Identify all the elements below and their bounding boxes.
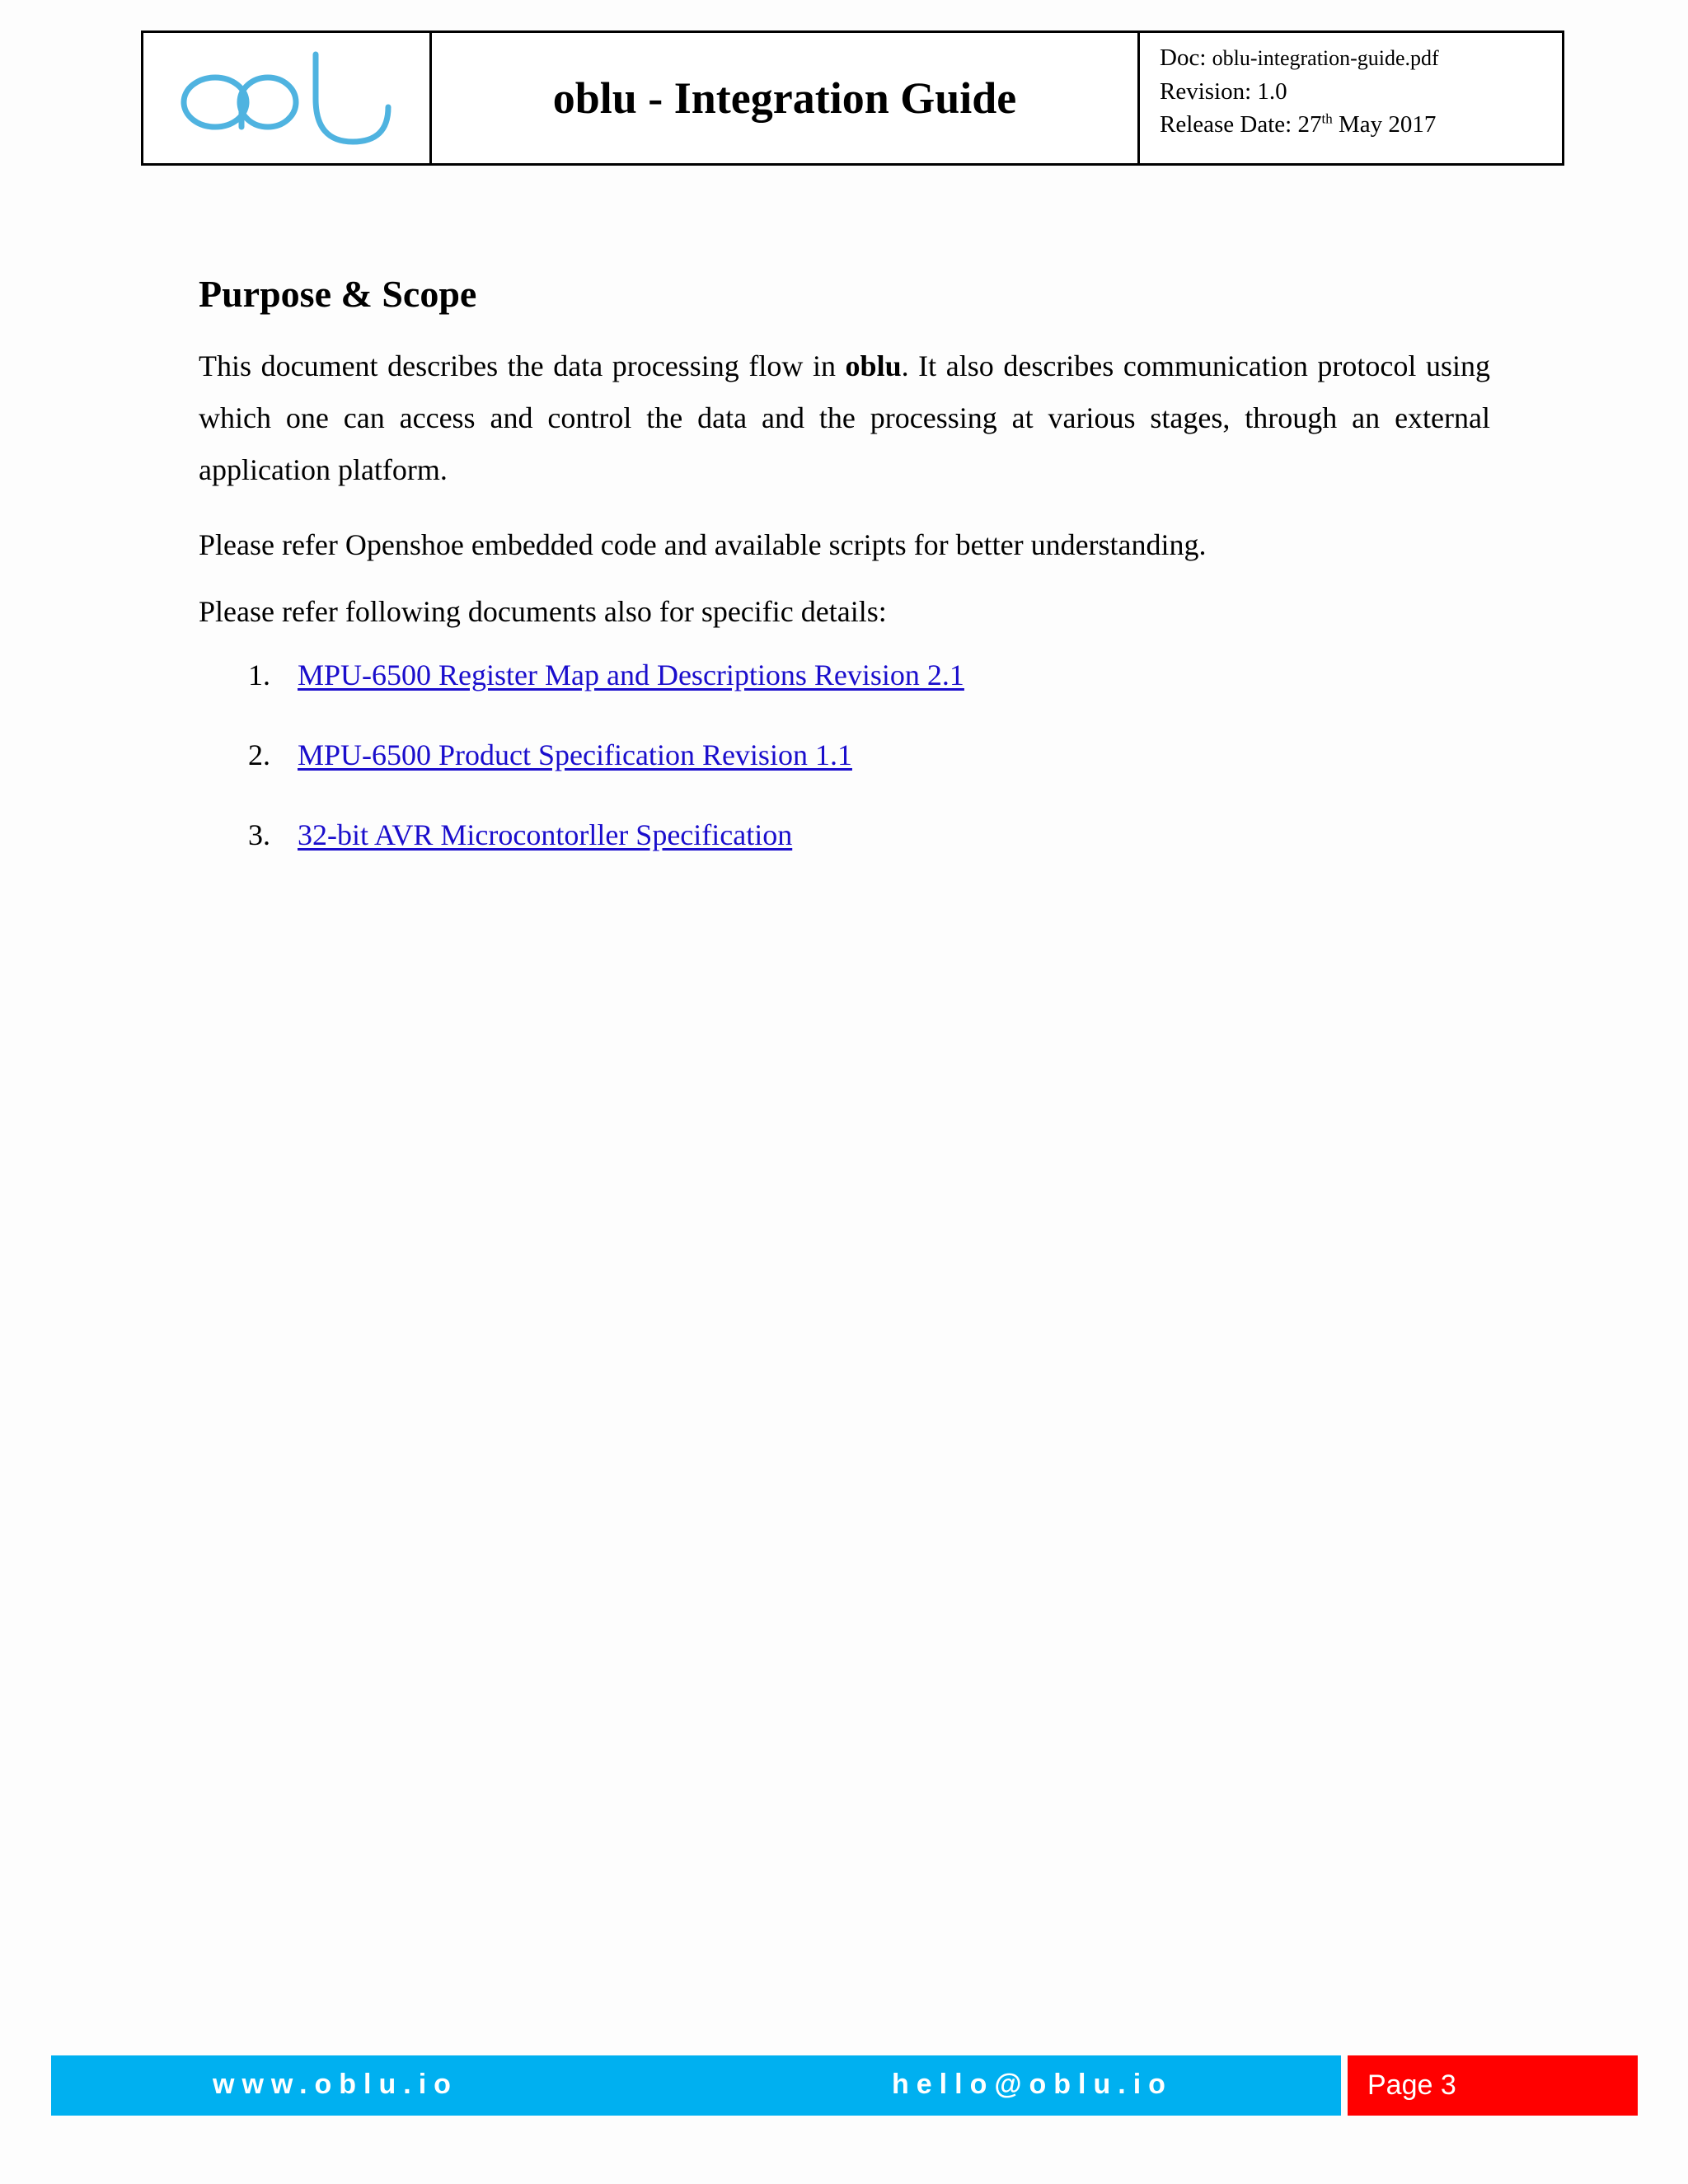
list-item (199, 809, 1490, 861)
release-date: Release Date: 27th May 2017 (1160, 110, 1437, 138)
list-number: 1. (248, 658, 270, 691)
oblu-logo (176, 45, 398, 152)
reference-link-mpu6500-product-spec[interactable]: MPU-6500 Product Specification Revision 1.1 (298, 738, 852, 771)
intro-paragraph: This document describes the data processing flow in oblu. It also describes communication protocol using which one can access and control the data and the processing at various stages, through an external application platform. (199, 349, 1490, 486)
page-number: Page 3 (1348, 2055, 1638, 2116)
page-footer (51, 2055, 1638, 2116)
section-heading: Purpose & Scope (199, 273, 477, 315)
doc-name: Doc: oblu-integration-guide.pdf (1160, 45, 1439, 71)
references-intro: Please refer following documents also for specific details: (199, 595, 887, 628)
reference-link-mpu6500-register-map[interactable]: MPU-6500 Register Map and Descriptions Revision 2.1 (298, 658, 964, 691)
footer-email[interactable]: hello@oblu.io (892, 2069, 1173, 2100)
list-number: 2. (248, 738, 270, 771)
page-content (199, 272, 1490, 889)
document-header (141, 30, 1564, 166)
list-item (199, 729, 1490, 781)
openshoe-note: Please refer Openshoe embedded code and available scripts for better understanding. (199, 528, 1207, 561)
footer-website[interactable]: www.oblu.io (213, 2069, 458, 2100)
list-number: 3. (248, 818, 270, 851)
document-title: oblu - Integration Guide (432, 33, 1140, 163)
reference-list (199, 649, 1490, 861)
reference-link-avr-spec[interactable]: 32-bit AVR Microcontorller Specification (298, 818, 793, 851)
footer-contact-bar (51, 2055, 1341, 2116)
list-item (199, 649, 1490, 701)
footer-divider (1341, 2055, 1348, 2116)
revision: Revision: 1.0 (1160, 78, 1287, 105)
document-meta (1140, 33, 1562, 163)
logo-cell (143, 33, 432, 163)
